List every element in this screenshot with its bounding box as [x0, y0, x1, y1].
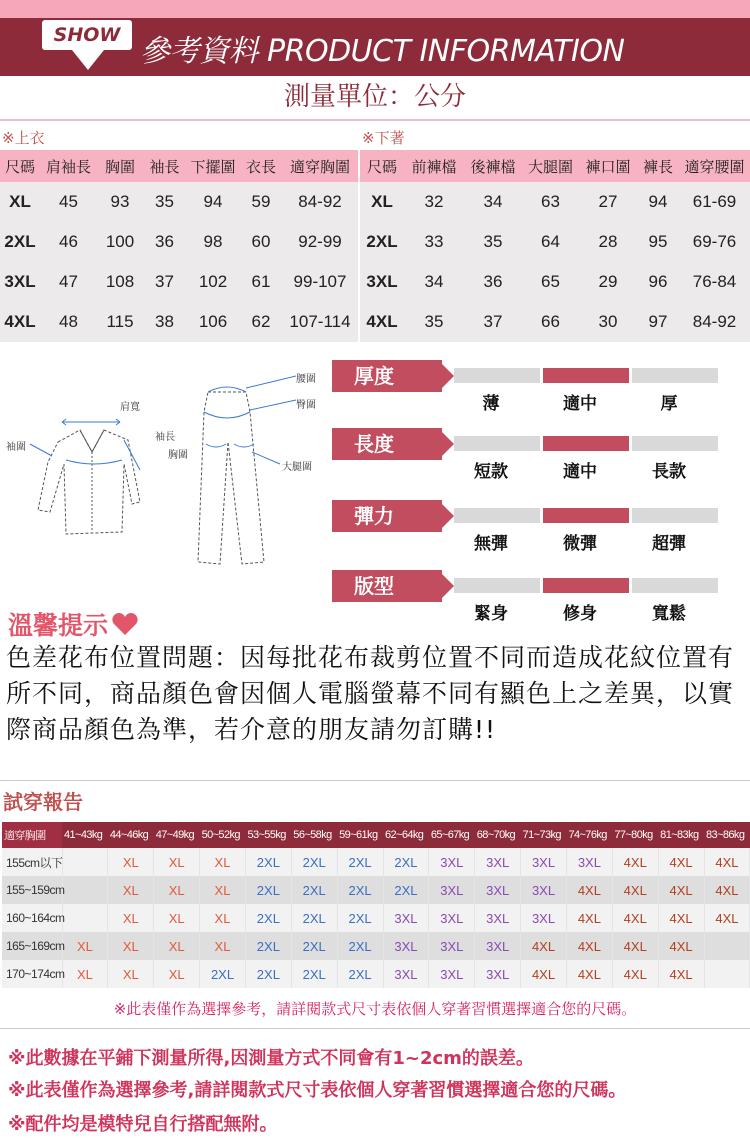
recommended-size-cell: XL [154, 904, 200, 932]
height-label: 165~169cm [2, 932, 62, 960]
bottom-section-label: ※下著 [362, 129, 405, 147]
measurement-cell: 45 [59, 192, 78, 211]
recommended-size-cell: XL [108, 960, 154, 988]
weight-header: 53~55kg [245, 822, 291, 848]
table-header-row [360, 150, 750, 182]
measurement-cell: 59 [251, 192, 271, 211]
table-header-row [0, 150, 358, 182]
recommended-size-cell: XL [200, 848, 246, 876]
measurement-cell: 37 [155, 272, 174, 291]
measurement-cell: 76-84 [692, 272, 737, 291]
rating-label: 厚度 [332, 360, 442, 392]
rating-segment-selected [543, 578, 629, 593]
recommended-size-cell: 2XL [245, 876, 291, 904]
recommended-size-cell: 3XL [383, 960, 429, 988]
recommended-size-cell: 3XL [429, 848, 475, 876]
recommended-size-cell: 2XL [337, 904, 383, 932]
recommended-size-cell: 2XL [200, 960, 246, 988]
measurement-cell: 34 [424, 272, 444, 291]
size-cell: 4XL [366, 312, 398, 331]
weight-header: 74~76kg [566, 822, 612, 848]
section-divider [0, 780, 750, 781]
size-cell: XL [371, 192, 393, 211]
table-row [360, 222, 750, 262]
show-badge-label: SHOW [42, 20, 132, 50]
label-chest: 胸圍 [168, 450, 188, 461]
recommended-size-cell: XL [108, 848, 154, 876]
measurement-cell: 29 [598, 272, 618, 291]
measurement-cell: 60 [251, 232, 271, 251]
measurement-cell: 61-69 [692, 192, 737, 211]
recommended-size-cell: XL [200, 904, 246, 932]
measurement-cell: 28 [598, 232, 618, 251]
measurement-cell: 63 [541, 192, 560, 211]
measurement-cell: 35 [483, 232, 503, 251]
rating-label: 版型 [332, 570, 442, 602]
column-header: 衣長 [240, 150, 282, 182]
rating-segment-selected [543, 368, 629, 383]
table-header-row [2, 822, 750, 848]
measurement-cell: 94 [203, 192, 223, 211]
rating-segment-selected [543, 508, 629, 523]
weight-header: 62~64kg [383, 822, 429, 848]
recommended-size-cell [62, 904, 108, 932]
recommended-size-cell: XL [154, 876, 200, 904]
rating-option: 長款 [652, 462, 686, 482]
weight-header: 50~52kg [200, 822, 246, 848]
height-label: 155~159cm [2, 876, 62, 904]
column-header: 褲口圍 [579, 150, 637, 182]
notice-title [8, 606, 138, 642]
measurement-cell: 69-76 [692, 232, 737, 251]
rating-option: 厚 [660, 394, 678, 414]
recommended-size-cell: 3XL [521, 848, 567, 876]
measurement-cell: 65 [541, 272, 560, 291]
rating-option: 薄 [482, 394, 500, 414]
label-sleeve-girth: 袖圍 [6, 442, 26, 453]
recommended-size-cell: 4XL [658, 960, 704, 988]
rating-option: 適中 [563, 394, 597, 414]
recommended-size-cell: 3XL [429, 904, 475, 932]
weight-header: 59~61kg [337, 822, 383, 848]
weight-header: 47~49kg [154, 822, 200, 848]
measurement-cell: 92-99 [298, 232, 342, 251]
corner-header: 適穿胸圍 [2, 822, 62, 848]
measurement-cell: 47 [59, 272, 78, 291]
recommended-size-cell [62, 876, 108, 904]
measurement-cell: 115 [106, 312, 134, 331]
recommended-size-cell: 4XL [612, 848, 658, 876]
recommended-size-cell: 2XL [245, 904, 291, 932]
recommended-size-cell: XL [200, 932, 246, 960]
page-title: 參考資料 PRODUCT INFORMATION [140, 34, 625, 69]
table-row [2, 960, 750, 988]
rating-segment [454, 368, 540, 383]
measurement-cell: 94 [648, 192, 668, 211]
measurement-cell: 64 [541, 232, 560, 251]
column-header: 適穿胸圍 [282, 150, 358, 182]
rating-row [332, 360, 750, 420]
recommended-size-cell: 4XL [704, 904, 750, 932]
recommended-size-cell: 4XL [658, 848, 704, 876]
table-row [2, 904, 750, 932]
measurement-cell: 36 [483, 272, 503, 291]
table-row [2, 932, 750, 960]
measurement-cell: 108 [105, 272, 135, 291]
recommended-size-cell: 4XL [612, 960, 658, 988]
recommended-size-cell [62, 848, 108, 876]
rating-segment-selected [543, 436, 629, 451]
recommended-size-cell: 3XL [383, 904, 429, 932]
size-cell: XL [9, 192, 31, 211]
recommended-size-cell: 2XL [245, 848, 291, 876]
measurement-cell: 95 [648, 232, 668, 251]
recommended-size-cell: 4XL [566, 932, 612, 960]
rating-segment [454, 508, 540, 523]
recommended-size-cell: 4XL [704, 876, 750, 904]
top-section-label: ※上衣 [2, 129, 45, 147]
table-row [360, 182, 750, 222]
measurement-cell: 33 [424, 232, 444, 251]
column-header: 褲長 [637, 150, 679, 182]
recommended-size-cell: 2XL [337, 876, 383, 904]
recommended-size-cell: 3XL [475, 904, 521, 932]
measurement-cell: 36 [155, 232, 174, 251]
recommended-size-cell: 4XL [521, 932, 567, 960]
recommended-size-cell [704, 932, 750, 960]
recommended-size-cell: 4XL [566, 960, 612, 988]
column-header: 前褲檔 [404, 150, 464, 182]
measurement-unit: 測量單位：公分 [283, 82, 466, 112]
recommended-size-cell: XL [62, 932, 108, 960]
measurement-cell: 27 [598, 192, 618, 211]
table-row [0, 302, 358, 342]
garment-outline-illustration [0, 352, 330, 588]
top-size-table [0, 150, 358, 342]
recommended-size-cell: 4XL [704, 848, 750, 876]
report-title: 試穿報告 [3, 790, 83, 814]
height-label: 160~164cm [2, 904, 62, 932]
top-size-section [0, 126, 358, 342]
notice-body: 色差花布位置問題：因每批花布裁剪位置不同而造成花紋位置有所不同，商品顏色會因個人電腦螢幕不同有顯色上之差異，以實際商品顏色為準，若介意的朋友請勿訂購!! [6, 643, 735, 744]
recommended-size-cell: XL [154, 848, 200, 876]
show-badge [42, 14, 132, 76]
heart-icon [112, 612, 138, 636]
measurement-cell: 35 [424, 312, 444, 331]
rating-label: 彈力 [332, 500, 442, 532]
try-on-report-table [2, 822, 750, 988]
recommended-size-cell: 3XL [475, 932, 521, 960]
recommended-size-cell: 3XL [475, 848, 521, 876]
measurement-cell: 84-92 [692, 312, 737, 331]
rating-option: 無彈 [474, 534, 508, 554]
show-badge-arrow [72, 50, 104, 70]
column-header: 尺碼 [0, 150, 40, 182]
recommended-size-cell: 2XL [291, 932, 337, 960]
recommended-size-cell: 4XL [612, 876, 658, 904]
measurement-cell: 93 [110, 192, 130, 211]
recommended-size-cell: 3XL [383, 932, 429, 960]
rating-option: 適中 [563, 462, 597, 482]
measurement-cell: 30 [598, 312, 618, 331]
measurement-cell: 84-92 [298, 192, 342, 211]
size-cell: 4XL [4, 312, 36, 331]
rating-row [332, 428, 750, 488]
recommended-size-cell: 2XL [337, 932, 383, 960]
label-hip: 臀圍 [296, 400, 316, 411]
measurement-cell: 106 [198, 312, 228, 331]
rating-segment [632, 368, 718, 383]
measurement-cell: 102 [198, 272, 228, 291]
measurement-cell: 66 [541, 312, 560, 331]
label-waist: 腰圍 [296, 374, 316, 385]
rating-segment [632, 508, 718, 523]
recommended-size-cell: 2XL [383, 876, 429, 904]
size-cell: 2XL [366, 232, 398, 251]
rating-option: 短款 [474, 462, 508, 482]
section-divider [0, 1028, 750, 1029]
recommended-size-cell: 4XL [521, 960, 567, 988]
unit-divider [0, 119, 750, 121]
footer-note-reference: ※此表僅作為選擇參考,請詳閱款式尺寸表依個人穿著習慣選擇適合您的尺碼。 [8, 1080, 627, 1101]
measurement-cell: 96 [648, 272, 668, 291]
column-header: 袖長 [143, 150, 186, 182]
footer-note-measurement: ※此數據在平鋪下測量所得,因測量方式不同會有1~2cm的誤差。 [8, 1048, 534, 1069]
size-cell: 3XL [366, 272, 398, 291]
label-shoulder: 肩寬 [120, 402, 140, 413]
rating-segment [632, 436, 718, 451]
label-sleeve-length: 袖長 [155, 432, 175, 443]
measurement-diagram [0, 352, 330, 588]
rating-option: 超彈 [652, 534, 686, 554]
measurement-cell: 46 [59, 232, 78, 251]
recommended-size-cell: 2XL [291, 848, 337, 876]
recommended-size-cell: XL [154, 960, 200, 988]
recommended-size-cell: 2XL [245, 960, 291, 988]
weight-header: 68~70kg [475, 822, 521, 848]
notice-title-text: 溫馨提示 [8, 611, 109, 640]
recommended-size-cell: 4XL [612, 932, 658, 960]
measurement-cell: 100 [105, 232, 135, 251]
measurement-cell: 98 [203, 232, 223, 251]
recommended-size-cell: XL [108, 876, 154, 904]
recommended-size-cell: 2XL [337, 960, 383, 988]
measurement-cell: 48 [59, 312, 78, 331]
recommended-size-cell: 4XL [658, 876, 704, 904]
rating-option: 寬鬆 [652, 604, 686, 624]
bottom-size-section [360, 126, 750, 342]
measurement-cell: 34 [483, 192, 503, 211]
weight-header: 81~83kg [658, 822, 704, 848]
table-row [360, 262, 750, 302]
column-header: 下擺圍 [186, 150, 240, 182]
rating-option: 修身 [563, 604, 597, 624]
table-row [2, 848, 750, 876]
rating-option: 緊身 [474, 604, 508, 624]
weight-header: 65~67kg [429, 822, 475, 848]
label-thigh: 大腿圍 [282, 462, 312, 473]
measurement-cell: 62 [251, 312, 271, 331]
recommended-size-cell: XL [108, 904, 154, 932]
recommended-size-cell: XL [154, 932, 200, 960]
recommended-size-cell: 2XL [291, 904, 337, 932]
column-header: 肩袖長 [40, 150, 97, 182]
rating-segment [632, 578, 718, 593]
weight-header: 44~46kg [108, 822, 154, 848]
rating-segment [454, 436, 540, 451]
recommended-size-cell: 2XL [291, 876, 337, 904]
recommended-size-cell: 3XL [429, 876, 475, 904]
recommended-size-cell: 3XL [429, 960, 475, 988]
rating-option: 微彈 [563, 534, 597, 554]
weight-header: 56~58kg [291, 822, 337, 848]
recommended-size-cell: XL [108, 932, 154, 960]
column-header: 後褲檔 [464, 150, 522, 182]
table-row [2, 876, 750, 904]
recommended-size-cell: 4XL [658, 904, 704, 932]
recommended-size-cell: 3XL [475, 960, 521, 988]
weight-header: 71~73kg [521, 822, 567, 848]
measurement-cell: 38 [155, 312, 174, 331]
rating-row [332, 570, 750, 630]
recommended-size-cell: 4XL [566, 904, 612, 932]
measurement-cell: 35 [155, 192, 174, 211]
recommended-size-cell: 2XL [337, 848, 383, 876]
recommended-size-cell: XL [200, 876, 246, 904]
column-header: 大腿圍 [522, 150, 579, 182]
height-label: 170~174cm [2, 960, 62, 988]
recommended-size-cell: 4XL [566, 876, 612, 904]
measurement-cell: 99-107 [293, 272, 347, 291]
table-row [0, 222, 358, 262]
measurement-cell: 61 [251, 272, 271, 291]
recommended-size-cell: 2XL [245, 932, 291, 960]
size-cell: 2XL [4, 232, 36, 251]
measurement-cell: 97 [648, 312, 668, 331]
weight-header: 77~80kg [612, 822, 658, 848]
table-row [0, 262, 358, 302]
recommended-size-cell: 3XL [521, 876, 567, 904]
rating-segment [454, 578, 540, 593]
column-header: 胸圍 [97, 150, 143, 182]
recommended-size-cell: 3XL [475, 876, 521, 904]
footer-note-accessories: ※配件均是模特兒自行搭配無附。 [8, 1114, 278, 1135]
table-row [360, 302, 750, 342]
rating-label: 長度 [332, 428, 442, 460]
recommended-size-cell: XL [62, 960, 108, 988]
column-header: 適穿腰圍 [679, 150, 750, 182]
recommended-size-cell: 3XL [566, 848, 612, 876]
recommended-size-cell: 3XL [429, 932, 475, 960]
recommended-size-cell: 2XL [383, 848, 429, 876]
column-header: 尺碼 [360, 150, 404, 182]
measurement-cell: 32 [424, 192, 444, 211]
recommended-size-cell [704, 960, 750, 988]
weight-header: 83~86kg [704, 822, 750, 848]
measurement-cell: 107-114 [289, 312, 351, 331]
size-cell: 3XL [4, 272, 36, 291]
measurement-cell: 37 [483, 312, 503, 331]
table-row [0, 182, 358, 222]
weight-header: 41~43kg [62, 822, 108, 848]
recommended-size-cell: 2XL [291, 960, 337, 988]
report-note: ※此表僅作為選擇參考，請詳閱款式尺寸表依個人穿著習慣選擇適合您的尺碼。 [113, 1000, 637, 1018]
recommended-size-cell: 4XL [658, 932, 704, 960]
recommended-size-cell: 3XL [521, 904, 567, 932]
bottom-size-table [360, 150, 750, 342]
recommended-size-cell: 4XL [612, 904, 658, 932]
height-label: 155cm以下 [2, 848, 62, 876]
rating-row [332, 500, 750, 560]
